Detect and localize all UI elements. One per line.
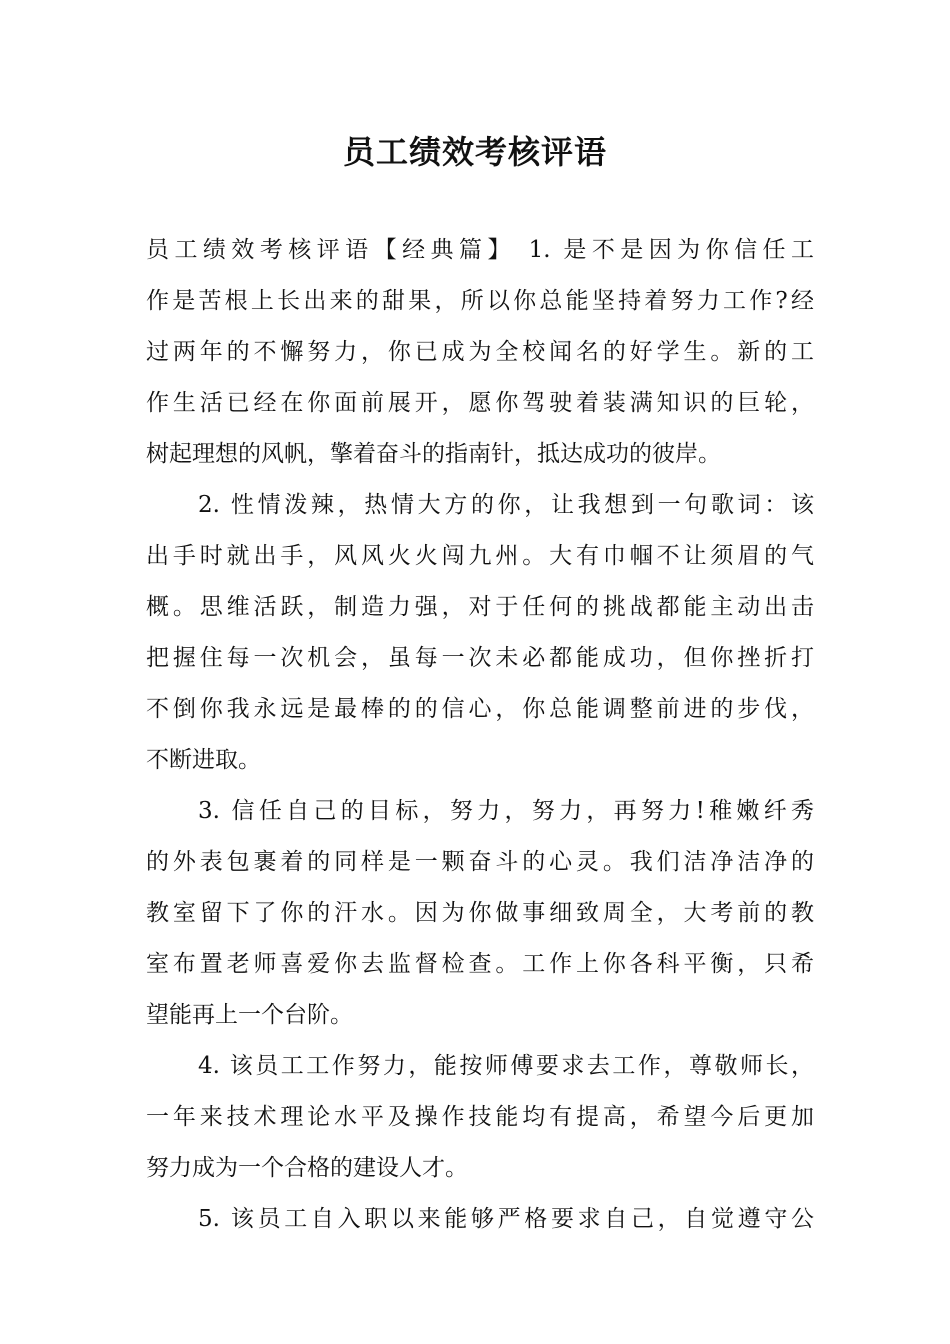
text-line: 一年来技术理论水平及操作技能均有提高，希望今后更加 — [146, 1104, 814, 1130]
text-line: 望能再上一个台阶。 — [146, 1002, 353, 1028]
text-line: 2. 性情泼辣，热情大方的你，让我想到一句歌词：该 — [198, 492, 814, 518]
text-line: 3. 信任自己的目标，努力，努力，再努力!稚嫩纤秀 — [198, 798, 814, 824]
text-line: 室布置老师喜爱你去监督检查。工作上你各科平衡，只希 — [146, 951, 814, 977]
text-line: 把握住每一次机会，虽每一次未必都能成功，但你挫折打 — [146, 645, 814, 671]
text-line: 过两年的不懈努力，你已成为全校闻名的好学生。新的工 — [146, 339, 814, 365]
text-line: 概。思维活跃，制造力强，对于任何的挑战都能主动出击 — [146, 594, 814, 620]
text-line: 的外表包裹着的同样是一颗奋斗的心灵。我们洁净洁净的 — [146, 849, 814, 875]
text-line: 4. 该员工工作努力，能按师傅要求去工作，尊敬师长， — [198, 1053, 814, 1079]
text-line: 5. 该员工自入职以来能够严格要求自己，自觉遵守公 — [198, 1206, 814, 1232]
text-line: 作是苦根上长出来的甜果，所以你总能坚持着努力工作?经 — [146, 288, 814, 314]
text-line: 不断进取。 — [146, 747, 261, 773]
text-line: 树起理想的风帆，擎着奋斗的指南针，抵达成功的彼岸。 — [146, 441, 721, 467]
document-title: 员工绩效考核评语 — [342, 133, 607, 171]
text-line: 努力成为一个合格的建设人才。 — [146, 1155, 468, 1181]
document-body — [146, 225, 814, 1245]
text-line: 教室留下了你的汗水。因为你做事细致周全，大考前的教 — [146, 900, 814, 926]
text-line: 作生活已经在你面前展开，愿你驾驶着装满知识的巨轮， — [146, 390, 814, 416]
text-line: 不倒你我永远是最棒的的信心，你总能调整前进的步伐， — [146, 696, 814, 722]
text-line: 员工绩效考核评语【经典篇】 1. 是不是因为你信任工 — [146, 237, 814, 263]
text-line: 出手时就出手，风风火火闯九州。大有巾帼不让须眉的气 — [146, 543, 814, 569]
